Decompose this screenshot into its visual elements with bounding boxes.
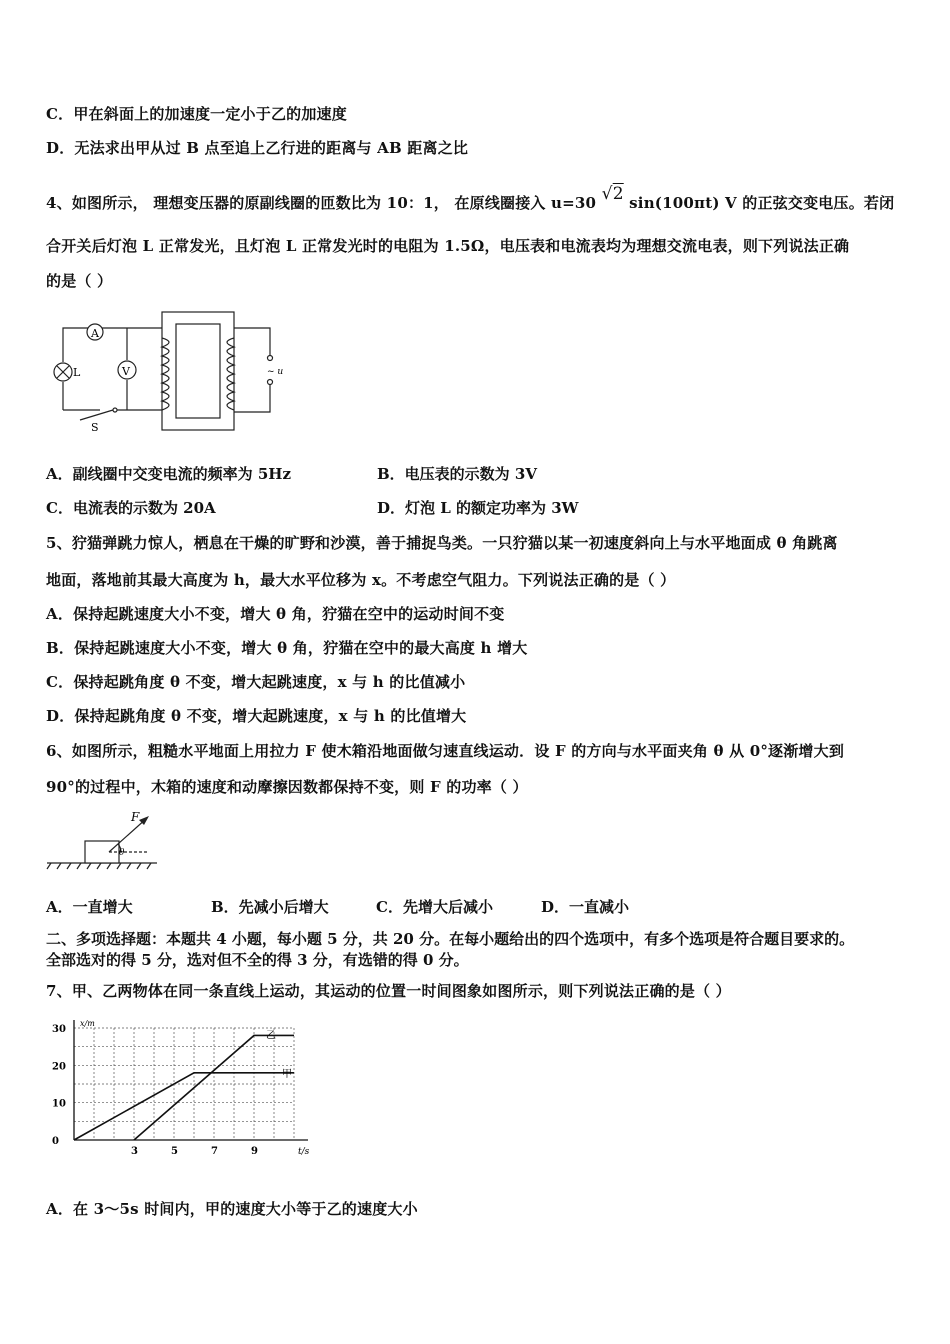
q5-option-c: C．保持起跳角度 θ 不变，增大起跳速度，x 与 h 的比值减小 <box>46 673 466 691</box>
q3-option-d: D．无法求出甲从过 B 点至追上乙行进的距离与 AB 距离之比 <box>46 139 469 157</box>
angle-label: θ <box>119 848 125 858</box>
x-tick-label: 9 <box>251 1146 258 1157</box>
x-tick-label: 3 <box>131 1146 138 1157</box>
q4-stem-part-b: sin(100πt) V 的正弦交变电压。若闭 <box>629 194 895 212</box>
q4-option-c: C．电流表的示数为 20A <box>46 499 216 517</box>
q7-stem: 7、甲、乙两物体在同一条直线上运动，其运动的位置一时间图象如图所示，则下列说法正确的是（ ） <box>46 982 731 1000</box>
y-tick-label: 10 <box>52 1098 66 1110</box>
q5-stem-line1: 5、狞猫弹跳力惊人，栖息在干燥的旷野和沙漠，善于捕捉鸟类。一只狞猫以某一初速度斜向上与水平地面成 θ 角跳离 <box>46 534 838 552</box>
y-axis-label: x/m <box>80 1020 95 1028</box>
lamp-label: L <box>73 366 81 379</box>
q4-stem-line3: 的是（ ） <box>46 272 113 290</box>
section2-line2: 全部选对的得 5 分，选对但不全的得 3 分，有选错的得 0 分。 <box>46 951 469 969</box>
q4-stem-part-a: 4、如图所示， 理想变压器的原副线圈的匝数比为 10：1， 在原线圈接入 u=30 <box>46 194 597 212</box>
q3-option-c: C．甲在斜面上的加速度一定小于乙的加速度 <box>46 105 347 123</box>
x-tick-label: 5 <box>171 1146 178 1157</box>
box-force-figure <box>45 808 160 876</box>
y-tick-label: 30 <box>52 1024 66 1035</box>
q5-option-d: D．保持起跳角度 θ 不变，增大起跳速度，x 与 h 的比值增大 <box>46 707 467 725</box>
series-label-jia: 甲 <box>282 1068 292 1080</box>
q4-stem-line2: 合开关后灯泡 L 正常发光，且灯泡 L 正常发光时的电阻为 1.5Ω，电压表和电流表均为理想交流电表，则下列说法正确 <box>46 237 850 255</box>
q6-option-a: A．一直增大 <box>46 898 133 916</box>
switch-label: S <box>91 421 99 434</box>
voltmeter-label: V <box>122 365 130 378</box>
q4-option-d: D．灯泡 L 的额定功率为 3W <box>377 499 579 517</box>
q5-stem-line2: 地面，落地前其最大高度为 h，最大水平位移为 x。不考虑空气阻力。下列说法正确的是（ ） <box>46 571 676 589</box>
y-tick-label: 20 <box>52 1061 66 1073</box>
q4-option-a: A．副线圈中交变电流的频率为 5Hz <box>46 465 291 483</box>
x-tick-label: 7 <box>211 1146 218 1157</box>
q6-stem-line2: 90°的过程中，木箱的速度和动摩擦因数都保持不变，则 F 的功率（ ） <box>46 778 528 796</box>
x-axis-label: t/s <box>298 1147 310 1157</box>
section2-heading <box>46 929 916 971</box>
ammeter-label: A <box>91 327 99 340</box>
position-time-chart <box>48 1020 318 1170</box>
q4-stem-line1 <box>46 184 894 213</box>
q7-option-a: A．在 3～5s 时间内，甲的速度大小等于乙的速度大小 <box>46 1200 418 1218</box>
sqrt-radicand: 2 <box>612 184 624 204</box>
q5-option-a: A．保持起跳速度大小不变，增大 θ 角，狞猫在空中的运动时间不变 <box>46 605 505 623</box>
source-label: ~ u <box>267 367 284 377</box>
sqrt-symbol: √2 <box>601 184 624 204</box>
y-tick-label: 0 <box>52 1136 59 1147</box>
force-label: F <box>131 810 140 824</box>
q6-stem-line1: 6、如图所示，粗糙水平地面上用拉力 F 使木箱沿地面做匀速直线运动．设 F 的方向与水平面夹角 θ 从 0°逐渐增大到 <box>46 742 845 760</box>
q6-option-b: B．先减小后增大 <box>211 898 329 916</box>
series-line-jia <box>74 1073 294 1140</box>
q6-option-d: D．一直减小 <box>541 898 630 916</box>
series-label-yi: 乙 <box>266 1030 276 1042</box>
q5-option-b: B．保持起跳速度大小不变，增大 θ 角，狞猫在空中的最大高度 h 增大 <box>46 639 528 657</box>
q4-option-b: B．电压表的示数为 3V <box>377 465 537 483</box>
q6-option-c: C．先增大后减小 <box>376 898 493 916</box>
section2-line1: 二、多项选择题：本题共 4 小题，每小题 5 分，共 20 分。在每小题给出的四个选项中，有多个选项是符合题目要求的。 <box>46 930 855 948</box>
transformer-circuit-figure <box>45 310 295 435</box>
